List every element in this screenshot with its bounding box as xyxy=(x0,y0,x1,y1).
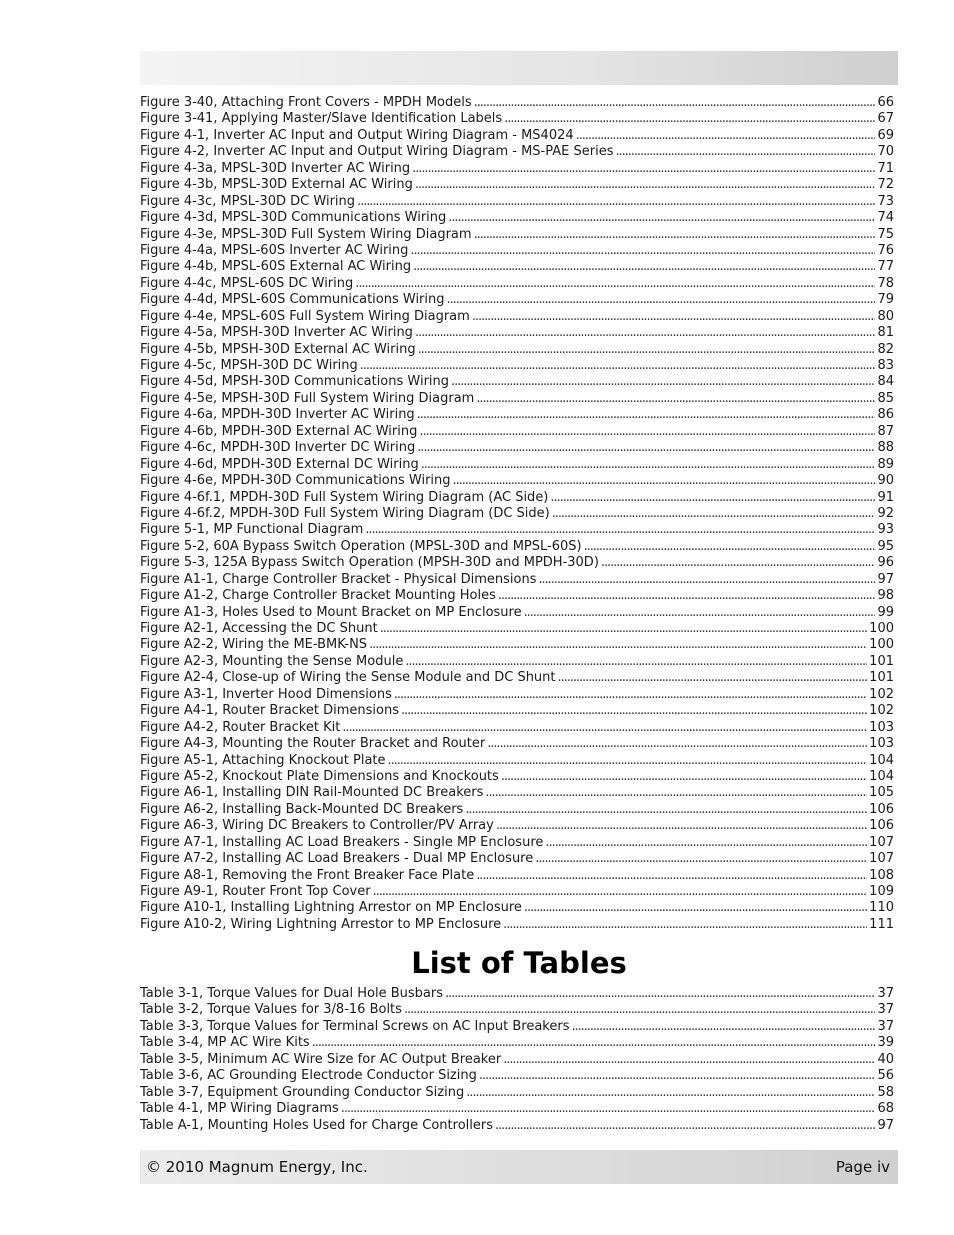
entry-page-number: 111 xyxy=(869,916,894,932)
entry-page-number: 37 xyxy=(877,986,894,1001)
dot-leader xyxy=(487,736,867,752)
toc-entry[interactable] xyxy=(140,720,894,736)
entry-title: Figure 4-5a, MPSH-30D Inverter AC Wiring xyxy=(140,325,413,341)
toc-entry[interactable] xyxy=(140,374,894,390)
toc-entry[interactable] xyxy=(140,259,894,275)
entry-title: Table 3-1, Torque Values for Dual Hole Busbars xyxy=(140,986,443,1001)
toc-entry[interactable] xyxy=(140,227,894,243)
entry-page-number: 102 xyxy=(869,703,894,719)
entry-page-number: 85 xyxy=(877,390,894,406)
entry-title: Figure A4-3, Mounting the Router Bracket and Router xyxy=(140,736,486,752)
toc-entry[interactable] xyxy=(140,835,894,851)
dot-leader xyxy=(479,1068,876,1084)
dot-leader xyxy=(417,407,876,423)
entry-title: Figure 4-3a, MPSL-30D Inverter AC Wiring xyxy=(140,160,411,176)
dot-leader xyxy=(545,835,867,851)
toc-entry[interactable] xyxy=(140,276,894,292)
entry-title: Figure A7-1, Installing AC Load Breakers - Single MP Enclosure xyxy=(140,834,544,850)
dot-leader xyxy=(495,1118,875,1134)
toc-entry[interactable] xyxy=(140,391,894,407)
entry-page-number: 87 xyxy=(877,423,894,439)
entry-title: Figure A7-2, Installing AC Load Breakers - Dual MP Enclosure xyxy=(140,851,534,867)
toc-entry[interactable] xyxy=(140,522,894,538)
toc-entry[interactable] xyxy=(140,342,894,358)
entry-page-number: 67 xyxy=(877,111,894,127)
dot-leader xyxy=(360,358,876,374)
toc-entry[interactable] xyxy=(140,703,894,719)
entry-title: Figure A3-1, Inverter Hood Dimensions xyxy=(140,686,392,702)
dot-leader xyxy=(415,325,876,341)
entry-page-number: 98 xyxy=(877,588,894,604)
toc-entry[interactable] xyxy=(140,917,894,933)
entry-title: Figure 4-5d, MPSH-30D Communications Wiring xyxy=(140,374,450,390)
toc-entry[interactable] xyxy=(140,407,894,423)
entry-page-number: 56 xyxy=(877,1068,894,1084)
toc-entry[interactable] xyxy=(140,637,894,653)
entry-page-number: 40 xyxy=(877,1051,894,1067)
entry-title: Figure 4-4e, MPSL-60S Full System Wiring Diagram xyxy=(140,308,470,324)
entry-page-number: 107 xyxy=(869,834,894,850)
list-of-figures xyxy=(140,95,894,933)
entry-page-number: 103 xyxy=(869,719,894,735)
entry-page-number: 109 xyxy=(869,884,894,899)
toc-entry[interactable] xyxy=(140,1101,894,1117)
entry-title: Figure A2-3, Mounting the Sense Module xyxy=(140,653,404,669)
entry-title: Figure 4-4c, MPSL-60S DC Wiring xyxy=(140,275,354,291)
toc-entry[interactable] xyxy=(140,687,894,703)
entry-title: Table 3-4, MP AC Wire Kits xyxy=(140,1035,310,1051)
dot-leader xyxy=(535,851,867,867)
entry-title: Figure 5-3, 125A Bypass Switch Operation (MPSH-30D and MPDH-30D) xyxy=(140,555,599,571)
entry-title: Figure 4-3d, MPSL-30D Communications Wiring xyxy=(140,210,447,226)
toc-entry[interactable] xyxy=(140,210,894,226)
toc-entry[interactable] xyxy=(140,555,894,571)
entry-title: Figure A2-1, Accessing the DC Shunt xyxy=(140,621,378,636)
dot-leader xyxy=(312,1035,876,1051)
entry-title: Figure A10-2, Wiring Lightning Arrestor to MP Enclosure xyxy=(140,916,502,932)
dot-leader xyxy=(476,391,875,407)
toc-entry[interactable] xyxy=(140,194,894,210)
toc-entry[interactable] xyxy=(140,1068,894,1084)
entry-title: Figure 4-6f.2, MPDH-30D Full System Wiring Diagram (DC Side) xyxy=(140,505,550,521)
toc-entry[interactable] xyxy=(140,851,894,867)
entry-page-number: 108 xyxy=(869,867,894,883)
dot-leader xyxy=(496,818,867,834)
dot-leader xyxy=(474,95,876,111)
entry-page-number: 101 xyxy=(869,670,894,686)
entry-page-number: 74 xyxy=(877,210,894,226)
dot-leader xyxy=(501,769,867,785)
toc-entry[interactable] xyxy=(140,621,894,637)
dot-leader xyxy=(447,292,876,308)
list-of-tables xyxy=(140,986,894,1134)
entry-page-number: 81 xyxy=(877,325,894,341)
toc-entry[interactable] xyxy=(140,588,894,604)
dot-leader xyxy=(576,128,876,144)
dot-leader xyxy=(465,802,867,818)
entry-page-number: 72 xyxy=(877,177,894,193)
entry-page-number: 84 xyxy=(877,374,894,390)
entry-title: Figure 4-4b, MPSL-60S External AC Wiring xyxy=(140,259,412,275)
dot-leader xyxy=(451,374,875,390)
entry-page-number: 69 xyxy=(877,127,894,143)
dot-leader xyxy=(401,703,867,719)
entry-title: Figure A1-3, Holes Used to Mount Bracket on MP Enclosure xyxy=(140,604,522,620)
entry-title: Figure A8-1, Removing the Front Breaker Face Plate xyxy=(140,867,475,883)
dot-leader xyxy=(404,1002,876,1018)
toc-entry[interactable] xyxy=(140,490,894,506)
entry-page-number: 100 xyxy=(869,637,894,653)
entry-page-number: 90 xyxy=(877,473,894,489)
toc-entry[interactable] xyxy=(140,309,894,325)
toc-entry[interactable] xyxy=(140,243,894,259)
list-of-tables-heading: List of Tables xyxy=(411,946,627,980)
toc-entry[interactable] xyxy=(140,785,894,801)
entry-title: Figure 4-6f.1, MPDH-30D Full System Wiring Diagram (AC Side) xyxy=(140,489,549,505)
dot-leader xyxy=(524,605,876,621)
entry-title: Figure A4-1, Router Bracket Dimensions xyxy=(140,703,399,719)
entry-page-number: 100 xyxy=(869,621,894,636)
toc-entry[interactable] xyxy=(140,325,894,341)
entry-title: Figure 5-2, 60A Bypass Switch Operation (MPSL-30D and MPSL-60S) xyxy=(140,538,582,554)
entry-title: Table 3-3, Torque Values for Terminal Screws on AC Input Breakers xyxy=(140,1018,570,1034)
entry-page-number: 92 xyxy=(877,505,894,521)
entry-title: Figure 4-3b, MPSL-30D External AC Wiring xyxy=(140,177,413,193)
toc-entry[interactable] xyxy=(140,900,894,916)
toc-entry[interactable] xyxy=(140,292,894,308)
entry-page-number: 102 xyxy=(869,686,894,702)
entry-title: Figure A4-2, Router Bracket Kit xyxy=(140,719,341,735)
entry-page-number: 75 xyxy=(877,226,894,242)
dot-leader xyxy=(448,210,875,226)
toc-entry[interactable] xyxy=(140,128,894,144)
entry-page-number: 88 xyxy=(877,440,894,456)
toc-entry[interactable] xyxy=(140,736,894,752)
dot-leader xyxy=(405,654,867,670)
toc-entry[interactable] xyxy=(140,506,894,522)
toc-entry[interactable] xyxy=(140,868,894,884)
dot-leader xyxy=(601,555,876,571)
toc-entry[interactable] xyxy=(140,986,894,1002)
entry-title: Figure 5-1, MP Functional Diagram xyxy=(140,522,364,538)
toc-entry[interactable] xyxy=(140,1019,894,1035)
entry-page-number: 110 xyxy=(869,900,894,916)
toc-entry[interactable] xyxy=(140,769,894,785)
toc-entry[interactable] xyxy=(140,1118,894,1134)
dot-leader xyxy=(503,1052,875,1068)
dot-leader xyxy=(558,670,868,686)
entry-title: Figure A10-1, Installing Lightning Arrestor on MP Enclosure xyxy=(140,900,522,916)
dot-leader xyxy=(342,720,867,736)
dot-leader xyxy=(357,194,875,210)
entry-title: Figure A2-4, Close-up of Wiring the Sense Module and DC Shunt xyxy=(140,670,556,686)
entry-title: Figure 4-6a, MPDH-30D Inverter AC Wiring xyxy=(140,407,415,423)
entry-page-number: 83 xyxy=(877,358,894,373)
dot-leader xyxy=(485,785,867,801)
entry-title: Figure 3-40, Attaching Front Covers - MPDH Models xyxy=(140,95,472,110)
dot-leader xyxy=(498,588,876,604)
entry-page-number: 105 xyxy=(869,785,894,801)
dot-leader xyxy=(410,243,875,259)
toc-entry[interactable] xyxy=(140,802,894,818)
toc-entry[interactable] xyxy=(140,1085,894,1101)
dot-leader xyxy=(538,572,875,588)
entry-page-number: 106 xyxy=(869,801,894,817)
entry-title: Table 4-1, MP Wiring Diagrams xyxy=(140,1101,339,1117)
entry-page-number: 106 xyxy=(869,818,894,834)
entry-page-number: 107 xyxy=(869,851,894,867)
dot-leader xyxy=(453,473,876,489)
dot-leader xyxy=(615,144,875,160)
entry-title: Figure 4-4d, MPSL-60S Communications Wiring xyxy=(140,292,445,308)
entry-title: Figure 4-6c, MPDH-30D Inverter DC Wiring xyxy=(140,440,416,456)
entry-page-number: 77 xyxy=(877,259,894,275)
entry-page-number: 68 xyxy=(877,1101,894,1117)
entry-title: Figure A5-1, Attaching Knockout Plate xyxy=(140,752,386,768)
entry-title: Figure A6-1, Installing DIN Rail-Mounted DC Breakers xyxy=(140,785,484,801)
dot-leader xyxy=(550,490,875,506)
toc-entry[interactable] xyxy=(140,884,894,900)
entry-title: Table A-1, Mounting Holes Used for Charge Controllers xyxy=(140,1117,493,1133)
entry-title: Figure A2-2, Wiring the ME-BMK-NS xyxy=(140,637,368,653)
entry-page-number: 79 xyxy=(877,292,894,308)
entry-title: Figure 4-5e, MPSH-30D Full System Wiring Diagram xyxy=(140,390,475,406)
footer-bar xyxy=(140,1150,898,1184)
toc-entry[interactable] xyxy=(140,111,894,127)
dot-leader xyxy=(355,276,875,292)
entry-page-number: 97 xyxy=(877,1117,894,1133)
dot-leader xyxy=(571,1019,875,1035)
toc-entry[interactable] xyxy=(140,1002,894,1018)
entry-title: Table 3-7, Equipment Grounding Conductor Sizing xyxy=(140,1084,465,1100)
dot-leader xyxy=(445,986,875,1002)
dot-leader xyxy=(415,177,876,193)
dot-leader xyxy=(380,621,867,637)
dot-leader xyxy=(412,161,875,177)
toc-entry[interactable] xyxy=(140,539,894,555)
toc-entry[interactable] xyxy=(140,1052,894,1068)
entry-title: Figure A9-1, Router Front Top Cover xyxy=(140,884,371,899)
toc-entry[interactable] xyxy=(140,358,894,374)
dot-leader xyxy=(419,424,875,440)
dot-leader xyxy=(413,259,875,275)
dot-leader xyxy=(369,637,867,653)
dot-leader xyxy=(388,753,868,769)
entry-page-number: 66 xyxy=(877,95,894,110)
toc-entry[interactable] xyxy=(140,144,894,160)
entry-page-number: 93 xyxy=(877,522,894,538)
entry-page-number: 99 xyxy=(877,604,894,620)
entry-page-number: 104 xyxy=(869,752,894,768)
entry-page-number: 37 xyxy=(877,1018,894,1034)
entry-page-number: 37 xyxy=(877,1002,894,1018)
entry-page-number: 91 xyxy=(877,489,894,505)
entry-title: Figure 4-6b, MPDH-30D External AC Wiring xyxy=(140,423,418,439)
toc-entry[interactable] xyxy=(140,95,894,111)
entry-title: Figure 4-5b, MPSH-30D External AC Wiring xyxy=(140,341,416,357)
entry-title: Figure A5-2, Knockout Plate Dimensions and Knockouts xyxy=(140,768,499,784)
entry-page-number: 80 xyxy=(877,308,894,324)
dot-leader xyxy=(373,884,868,900)
dot-leader xyxy=(524,900,867,916)
toc-entry[interactable] xyxy=(140,654,894,670)
dot-leader xyxy=(552,506,876,522)
toc-entry[interactable] xyxy=(140,1035,894,1051)
entry-page-number: 103 xyxy=(869,736,894,752)
entry-title: Figure A6-2, Installing Back-Mounted DC Breakers xyxy=(140,801,464,817)
toc-entry[interactable] xyxy=(140,161,894,177)
entry-page-number: 73 xyxy=(877,193,894,209)
entry-page-number: 89 xyxy=(877,456,894,472)
dot-leader xyxy=(394,687,867,703)
entry-title: Figure A1-2, Charge Controller Bracket Mounting Holes xyxy=(140,588,496,604)
entry-title: Table 3-6, AC Grounding Electrode Conductor Sizing xyxy=(140,1068,477,1084)
entry-title: Figure 4-1, Inverter AC Input and Output Wiring Diagram - MS4024 xyxy=(140,127,574,143)
entry-title: Figure A6-3, Wiring DC Breakers to Controller/PV Array xyxy=(140,818,494,834)
entry-page-number: 58 xyxy=(877,1084,894,1100)
entry-title: Table 3-2, Torque Values for 3/8-16 Bolts xyxy=(140,1002,402,1018)
entry-title: Table 3-5, Minimum AC Wire Size for AC Output Breaker xyxy=(140,1051,502,1067)
entry-page-number: 104 xyxy=(869,768,894,784)
toc-entry[interactable] xyxy=(140,572,894,588)
entry-page-number: 78 xyxy=(877,275,894,291)
entry-title: Figure A1-1, Charge Controller Bracket - Physical Dimensions xyxy=(140,571,537,587)
entry-page-number: 71 xyxy=(877,160,894,176)
dot-leader xyxy=(474,227,876,243)
entry-page-number: 82 xyxy=(877,341,894,357)
header-bar xyxy=(140,51,898,85)
entry-page-number: 70 xyxy=(877,144,894,160)
entry-title: Figure 4-4a, MPSL-60S Inverter AC Wiring xyxy=(140,242,409,258)
entry-title: Figure 3-41, Applying Master/Slave Identification Labels xyxy=(140,111,503,127)
dot-leader xyxy=(421,457,876,473)
dot-leader xyxy=(503,917,867,933)
page-number: Page iv xyxy=(835,1158,890,1176)
toc-entry[interactable] xyxy=(140,457,894,473)
toc-entry[interactable] xyxy=(140,424,894,440)
dot-leader xyxy=(365,522,875,538)
toc-entry[interactable] xyxy=(140,818,894,834)
entry-page-number: 76 xyxy=(877,242,894,258)
entry-page-number: 39 xyxy=(877,1035,894,1051)
dot-leader xyxy=(472,309,876,325)
entry-title: Figure 4-2, Inverter AC Input and Output Wiring Diagram - MS-PAE Series xyxy=(140,144,614,160)
entry-title: Figure 4-3e, MPSL-30D Full System Wiring Diagram xyxy=(140,226,472,242)
dot-leader xyxy=(417,440,875,456)
toc-entry[interactable] xyxy=(140,440,894,456)
entry-title: Figure 4-6d, MPDH-30D External DC Wiring xyxy=(140,456,419,472)
toc-entry[interactable] xyxy=(140,177,894,193)
toc-entry[interactable] xyxy=(140,753,894,769)
toc-entry[interactable] xyxy=(140,473,894,489)
entry-page-number: 95 xyxy=(877,538,894,554)
dot-leader xyxy=(504,111,875,127)
entry-title: Figure 4-5c, MPSH-30D DC Wiring xyxy=(140,358,358,373)
toc-entry[interactable] xyxy=(140,670,894,686)
toc-entry[interactable] xyxy=(140,605,894,621)
entry-page-number: 97 xyxy=(877,571,894,587)
dot-leader xyxy=(466,1085,875,1101)
entry-title: Figure 4-6e, MPDH-30D Communications Wiring xyxy=(140,473,451,489)
entry-page-number: 86 xyxy=(877,407,894,423)
copyright-text: © 2010 Magnum Energy, Inc. xyxy=(146,1158,368,1176)
entry-page-number: 96 xyxy=(877,555,894,571)
dot-leader xyxy=(418,342,876,358)
entry-page-number: 101 xyxy=(869,653,894,669)
dot-leader xyxy=(341,1101,876,1117)
entry-title: Figure 4-3c, MPSL-30D DC Wiring xyxy=(140,193,356,209)
dot-leader xyxy=(584,539,876,555)
dot-leader xyxy=(476,868,867,884)
